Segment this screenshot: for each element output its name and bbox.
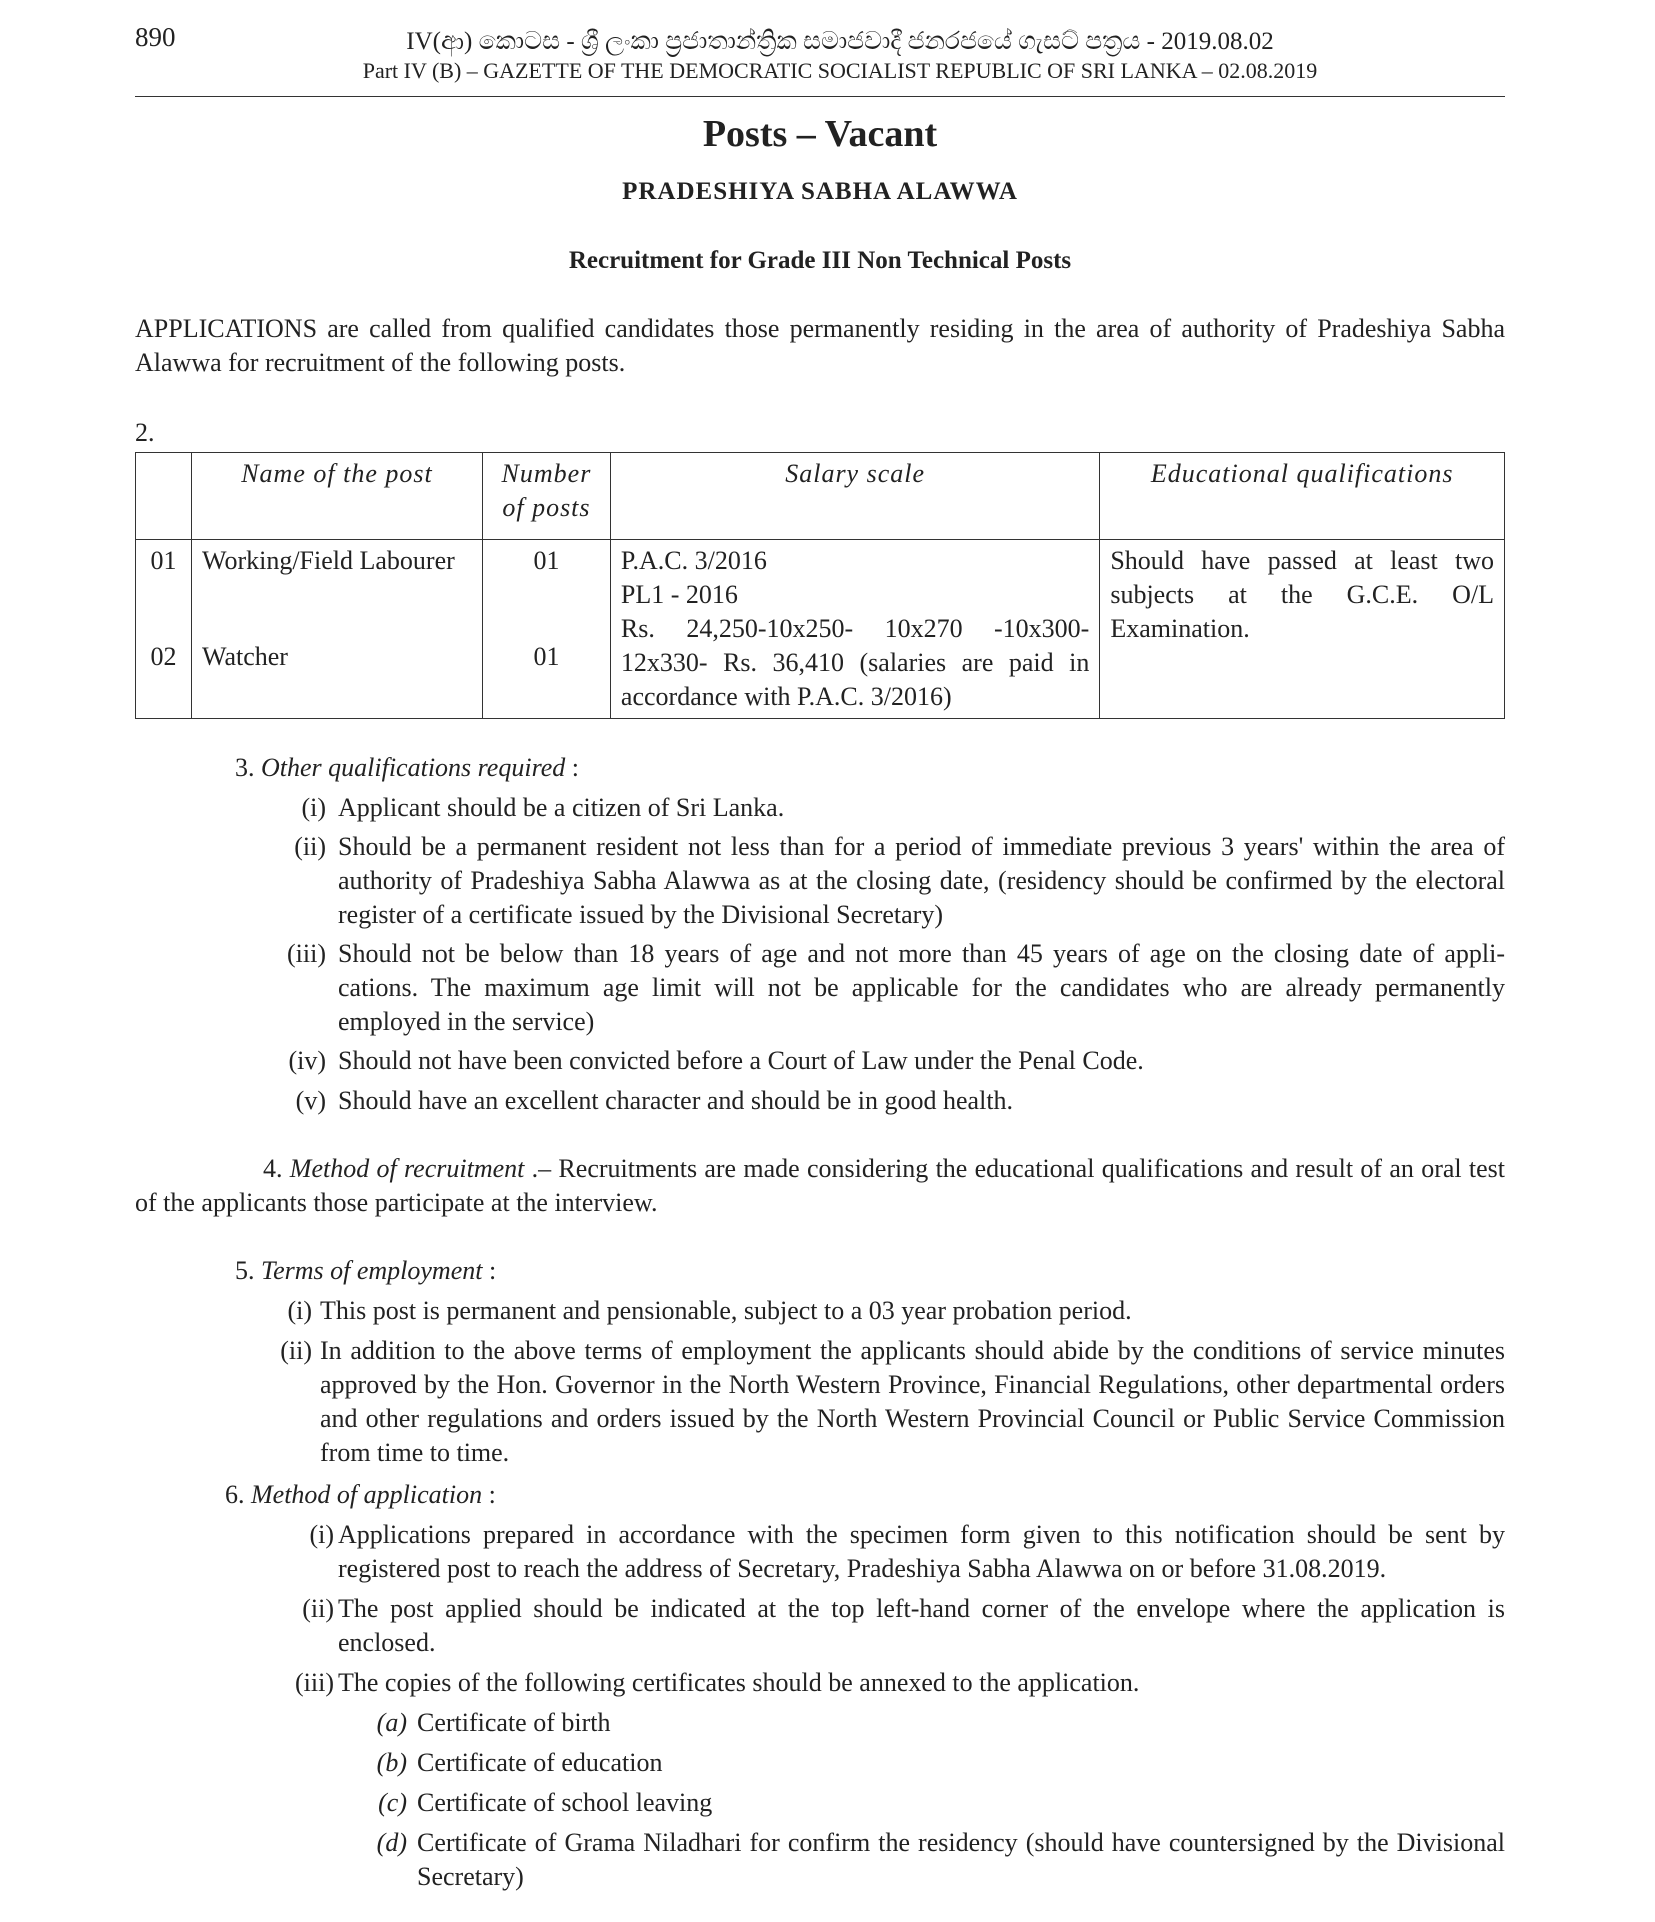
education-text: Should have passed at least two subjects at the G.C.E. O/L Examination.: [1110, 546, 1494, 643]
post-count: 01: [533, 546, 560, 575]
certificate-item: [376, 1746, 1505, 1780]
item-number: (ii): [302, 1594, 334, 1623]
item-text: Should not have been convicted before a Court of Law under the Penal Code.: [338, 1046, 1144, 1075]
item-number: (iv): [288, 1046, 326, 1075]
item-number: (ii): [280, 1336, 312, 1365]
education-cell: [1100, 540, 1505, 719]
table-row: [136, 540, 1505, 719]
post-name: Watcher: [201, 642, 288, 671]
section-title: Other qualifications required: [261, 753, 566, 782]
table-header-row: [136, 453, 1505, 540]
post-cell-count: [482, 540, 610, 719]
salary-circular: P.A.C. 3/2016: [620, 546, 767, 575]
col-header-post: Name of the post: [191, 453, 482, 540]
certificate-item: [378, 1786, 1505, 1820]
item-text: Certificate of education: [417, 1748, 663, 1777]
section-5-heading: 5. Terms of employment :: [235, 1256, 497, 1285]
item-text: Certificate of Grama Niladhari for confirm the residency (should have countersigned by the Divisional Secretary): [417, 1828, 1505, 1891]
item-text: Certificate of school leaving: [417, 1788, 713, 1817]
item-letter: (d): [376, 1828, 407, 1857]
list-item: [287, 937, 1505, 1039]
row-no: 01: [150, 546, 177, 575]
certificate-item: [376, 1706, 1505, 1740]
item-text: Certificate of birth: [417, 1708, 611, 1737]
section-number: 5.: [235, 1256, 255, 1285]
section-6-heading: 6. Method of application :: [225, 1480, 496, 1509]
col-header-education: Educational qualifications: [1100, 453, 1505, 540]
section-number: 3.: [235, 753, 255, 782]
item-number: (iii): [287, 939, 326, 968]
item-text: Should be a permanent resident not less than for a period of immediate previous 3 years' within the area of authority of Pradeshiya Sabha Alawwa as at the closing date, (residency should be confirmed by the electoral register of a certificate issued by the Divisional Secretary): [338, 832, 1505, 929]
item-number: (ii): [294, 832, 326, 861]
certificate-item: [376, 1826, 1505, 1894]
item-text: The post applied should be indicated at the top left-hand corner of the envelope where the application is enclosed.: [338, 1594, 1505, 1657]
item-number: (i): [287, 1296, 312, 1325]
col-header-count: Number of posts: [482, 453, 610, 540]
list-item: [301, 791, 1505, 825]
item-text: The copies of the following certificates should be annexed to the application.: [338, 1668, 1140, 1697]
col-header-no: [136, 453, 192, 540]
notice-subtitle: Recruitment for Grade III Non Technical Posts: [568, 247, 1072, 274]
section-2-label: 2.: [135, 418, 155, 447]
item-number: (i): [309, 1520, 334, 1549]
item-text: Should have an excellent character and should be in good health.: [338, 1086, 1014, 1115]
section-text: .– Recruitments are made considering the educational qualifications and result of an oral test of the applicants those participate at the interview.: [135, 1154, 1506, 1217]
intro-paragraph: APPLICATIONS are called from qualified candidates those permanently residing in the area of authority of Pradeshiya Sabha Alawwa for recruitment of the following posts.: [135, 314, 1505, 377]
col-header-salary: Salary scale: [610, 453, 1099, 540]
item-number: (v): [295, 1086, 326, 1115]
item-text: Applicant should be a citizen of Sri Lanka.: [338, 793, 785, 822]
notice-title: Posts – Vacant: [702, 113, 938, 155]
item-letter: (a): [376, 1708, 407, 1737]
page-number: 890: [135, 22, 176, 52]
list-item: [294, 830, 1505, 932]
section-title: Method of recruitment: [289, 1154, 525, 1183]
section-title: Method of application: [251, 1480, 483, 1509]
list-item: [302, 1592, 1505, 1660]
section-4-paragraph: [135, 1152, 1505, 1220]
section-number: 6.: [225, 1480, 245, 1509]
item-text: In addition to the above terms of employment the applicants should abide by the conditions of service minutes approved by the Hon. Governor in the North Western Province, Financial Regulations, other departmental orders and other regulations and orders issued by the North Western Provincial Council or Public Service Commission from time to time.: [320, 1336, 1505, 1467]
list-item: [295, 1666, 1505, 1700]
item-text: This post is permanent and pensionable, subject to a 03 year probation period.: [320, 1296, 1132, 1325]
salary-range: Rs. 24,250-10x250- 10x270 -10x300- 12x330- Rs. 36,410 (salaries are paid in accordance with P.A.C. 3/2016): [620, 614, 1090, 711]
list-item: [295, 1084, 1505, 1118]
list-item: [288, 1044, 1505, 1078]
item-text: Applications prepared in accordance with the specimen form given to this notification should be sent by registered post to reach the address of Secretary, Pradeshiya Sabha Alawwa on or before 31.08.2019.: [338, 1520, 1505, 1583]
row-no: 02: [150, 642, 177, 671]
item-number: (iii): [295, 1668, 334, 1697]
gazette-header-english: Part IV (B) – GAZETTE OF THE DEMOCRATIC SOCIALIST REPUBLIC OF SRI LANKA – 02.08.2019: [362, 58, 1318, 83]
post-cell-no: [136, 540, 192, 719]
item-number: (i): [301, 793, 326, 822]
posts-table: [135, 452, 1505, 719]
salary-code: PL1 - 2016: [620, 580, 738, 609]
post-name: Working/Field Labourer: [201, 546, 455, 575]
section-number: 4.: [263, 1154, 283, 1183]
gazette-header-sinhala: IV(ආ) කොටස - ශ්‍රී ලංකා ප්‍රජාතාන්ත්‍රික සමාජවාදී ජනරජයේ ගැසට් පත්‍රය - 2019.08.02: [406, 28, 1274, 55]
item-letter: (c): [378, 1788, 407, 1817]
post-cell-name: [191, 540, 482, 719]
item-letter: (b): [376, 1748, 407, 1777]
authority-name: PRADESHIYA SABHA ALAWWA: [622, 178, 1018, 205]
item-text: Should not be below than 18 years of age and not more than 45 years of age on the closing date of appli-cations. The maximum age limit will not be applicable for the candidates who are already permanently employed in the service): [338, 939, 1505, 1036]
list-item: [280, 1334, 1505, 1470]
post-count: 01: [533, 642, 560, 671]
salary-cell: [610, 540, 1099, 719]
list-item: [287, 1294, 1505, 1328]
section-title: Terms of employment: [261, 1256, 483, 1285]
section-3-heading: 3. Other qualifications required :: [235, 753, 580, 782]
header-rule: [135, 96, 1505, 97]
list-item: [309, 1518, 1505, 1586]
